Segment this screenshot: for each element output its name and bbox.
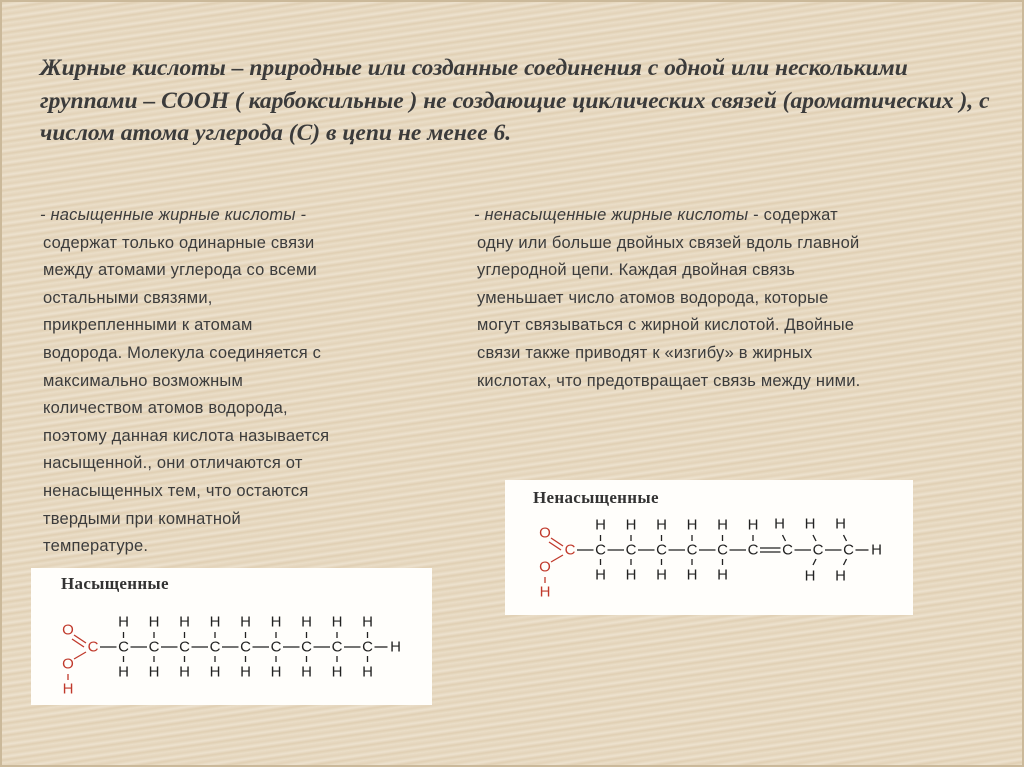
bond <box>74 652 86 659</box>
body-line: одну или больше двойных связей вдоль главной <box>477 233 860 252</box>
body-line: температуре. <box>43 537 149 556</box>
atom-hydrogen: H <box>209 663 221 681</box>
body-line: водорода. Молекула соединяется с <box>43 343 322 362</box>
unsaturated-heading: - ненасыщенные жирные кислоты <box>474 206 749 224</box>
atom-carbon: C <box>625 541 637 559</box>
atom-carbon: C <box>179 638 190 656</box>
atom-oxygen: O <box>62 621 74 639</box>
saturated-text <box>40 202 329 561</box>
atom-hydrogen: H <box>179 663 190 681</box>
body-line: максимально возможным <box>43 371 244 390</box>
atom-hydrogen: H <box>595 566 606 584</box>
atom-hydrogen: H <box>835 567 846 585</box>
atom-carbon: C <box>656 541 667 559</box>
atom-carbon: C <box>782 541 793 559</box>
atom-hydrogen: H <box>539 583 551 601</box>
saturated-diagram <box>31 568 432 705</box>
atom-hydrogen: H <box>804 515 816 533</box>
saturated-heading: - насыщенные жирные кислоты - <box>40 206 307 224</box>
atom-hydrogen: H <box>835 515 846 533</box>
atom-hydrogen: H <box>686 516 698 534</box>
atom-hydrogen: H <box>362 613 373 631</box>
atom-carbon: C <box>747 541 759 559</box>
atom-hydrogen: H <box>62 680 74 698</box>
body-line: содержат только одинарные связи <box>43 233 315 252</box>
atom-hydrogen: H <box>209 613 221 631</box>
unsaturated-text <box>474 202 860 395</box>
atom-carbon: C <box>686 541 698 559</box>
bond <box>551 555 563 562</box>
atom-carbon: C <box>564 541 576 559</box>
atom-hydrogen: H <box>804 567 816 585</box>
unsaturated-molecule <box>505 480 913 615</box>
atom-hydrogen: H <box>656 566 667 584</box>
saturated-molecule <box>31 568 432 705</box>
atom-carbon: C <box>270 638 282 656</box>
slide-title: Жирные кислоты – природные или созданные соединения с одной или несколькими группами – СООН ( карбоксильные ) не создающие циклических связей (ароматических ), с числом атома углерода (С) в цепи не менее 6. <box>40 55 990 146</box>
atom-hydrogen: H <box>595 516 606 534</box>
body-line: твердыми при комнатной <box>43 509 241 528</box>
atom-hydrogen: H <box>118 613 129 631</box>
atom-carbon: C <box>118 638 129 656</box>
body-line: уменьшает число атомов водорода, которые <box>477 288 829 307</box>
bond <box>844 535 847 541</box>
body-line: кислотах, что предотвращает связь между ними. <box>477 371 861 390</box>
atom-carbon: C <box>87 638 99 656</box>
atom-hydrogen: H <box>179 613 190 631</box>
atom-hydrogen: H <box>717 566 728 584</box>
saturated-diagram-caption: Насыщенные <box>61 574 169 593</box>
atom-hydrogen: H <box>301 613 312 631</box>
atom-hydrogen: H <box>747 516 759 534</box>
body-line: остальными связями, <box>43 288 213 307</box>
atom-hydrogen: H <box>625 566 637 584</box>
atom-carbon: C <box>148 638 160 656</box>
atom-carbon: C <box>301 638 312 656</box>
saturated-body <box>40 230 329 561</box>
body-line: ненасыщенных тем, что остаются <box>43 481 309 500</box>
atom-hydrogen: H <box>118 663 129 681</box>
atom-hydrogen: H <box>240 613 251 631</box>
atom-oxygen: O <box>62 655 74 673</box>
atom-hydrogen: H <box>871 541 882 559</box>
body-line: поэтому данная кислота называется <box>43 426 330 445</box>
atom-hydrogen: H <box>390 638 401 656</box>
atom-hydrogen: H <box>656 516 667 534</box>
atom-hydrogen: H <box>362 663 373 681</box>
body-line: связи также приводят к «изгибу» в жирных <box>477 343 813 362</box>
body-line: могут связываться с жирной кислотой. Двойные <box>477 316 855 335</box>
unsaturated-diagram <box>505 480 913 615</box>
atom-hydrogen: H <box>148 613 160 631</box>
atom-carbon: C <box>717 541 728 559</box>
atom-carbon: C <box>812 541 824 559</box>
atom-hydrogen: H <box>717 516 728 534</box>
unsaturated-body <box>474 230 860 396</box>
bond <box>783 535 786 541</box>
atom-hydrogen: H <box>240 663 251 681</box>
atom-hydrogen: H <box>301 663 312 681</box>
atom-hydrogen: H <box>331 663 343 681</box>
atom-hydrogen: H <box>774 515 785 533</box>
body-line: углеродной цепи. Каждая двойная связь <box>477 261 796 280</box>
body-line: между атомами углерода со всеми <box>43 261 317 280</box>
atom-oxygen: O <box>539 524 551 542</box>
bond <box>813 535 816 541</box>
atom-carbon: C <box>595 541 606 559</box>
atom-carbon: C <box>331 638 343 656</box>
atom-carbon: C <box>362 638 373 656</box>
atom-hydrogen: H <box>270 663 282 681</box>
atom-hydrogen: H <box>686 566 698 584</box>
body-line: количеством атомов водорода, <box>43 399 288 418</box>
atom-hydrogen: H <box>270 613 282 631</box>
bond <box>844 559 847 565</box>
atom-oxygen: O <box>539 558 551 576</box>
atom-carbon: C <box>843 541 854 559</box>
atom-hydrogen: H <box>331 613 343 631</box>
atom-hydrogen: H <box>625 516 637 534</box>
body-line: прикрепленными к атомам <box>43 316 253 335</box>
atom-carbon: C <box>209 638 221 656</box>
unsaturated-heading-tail: - содержат <box>748 206 838 224</box>
body-line: насыщенной., они отличаются от <box>43 454 303 473</box>
bond <box>813 559 816 565</box>
unsaturated-diagram-caption: Ненасыщенные <box>533 488 659 507</box>
atom-hydrogen: H <box>148 663 160 681</box>
atom-carbon: C <box>240 638 251 656</box>
